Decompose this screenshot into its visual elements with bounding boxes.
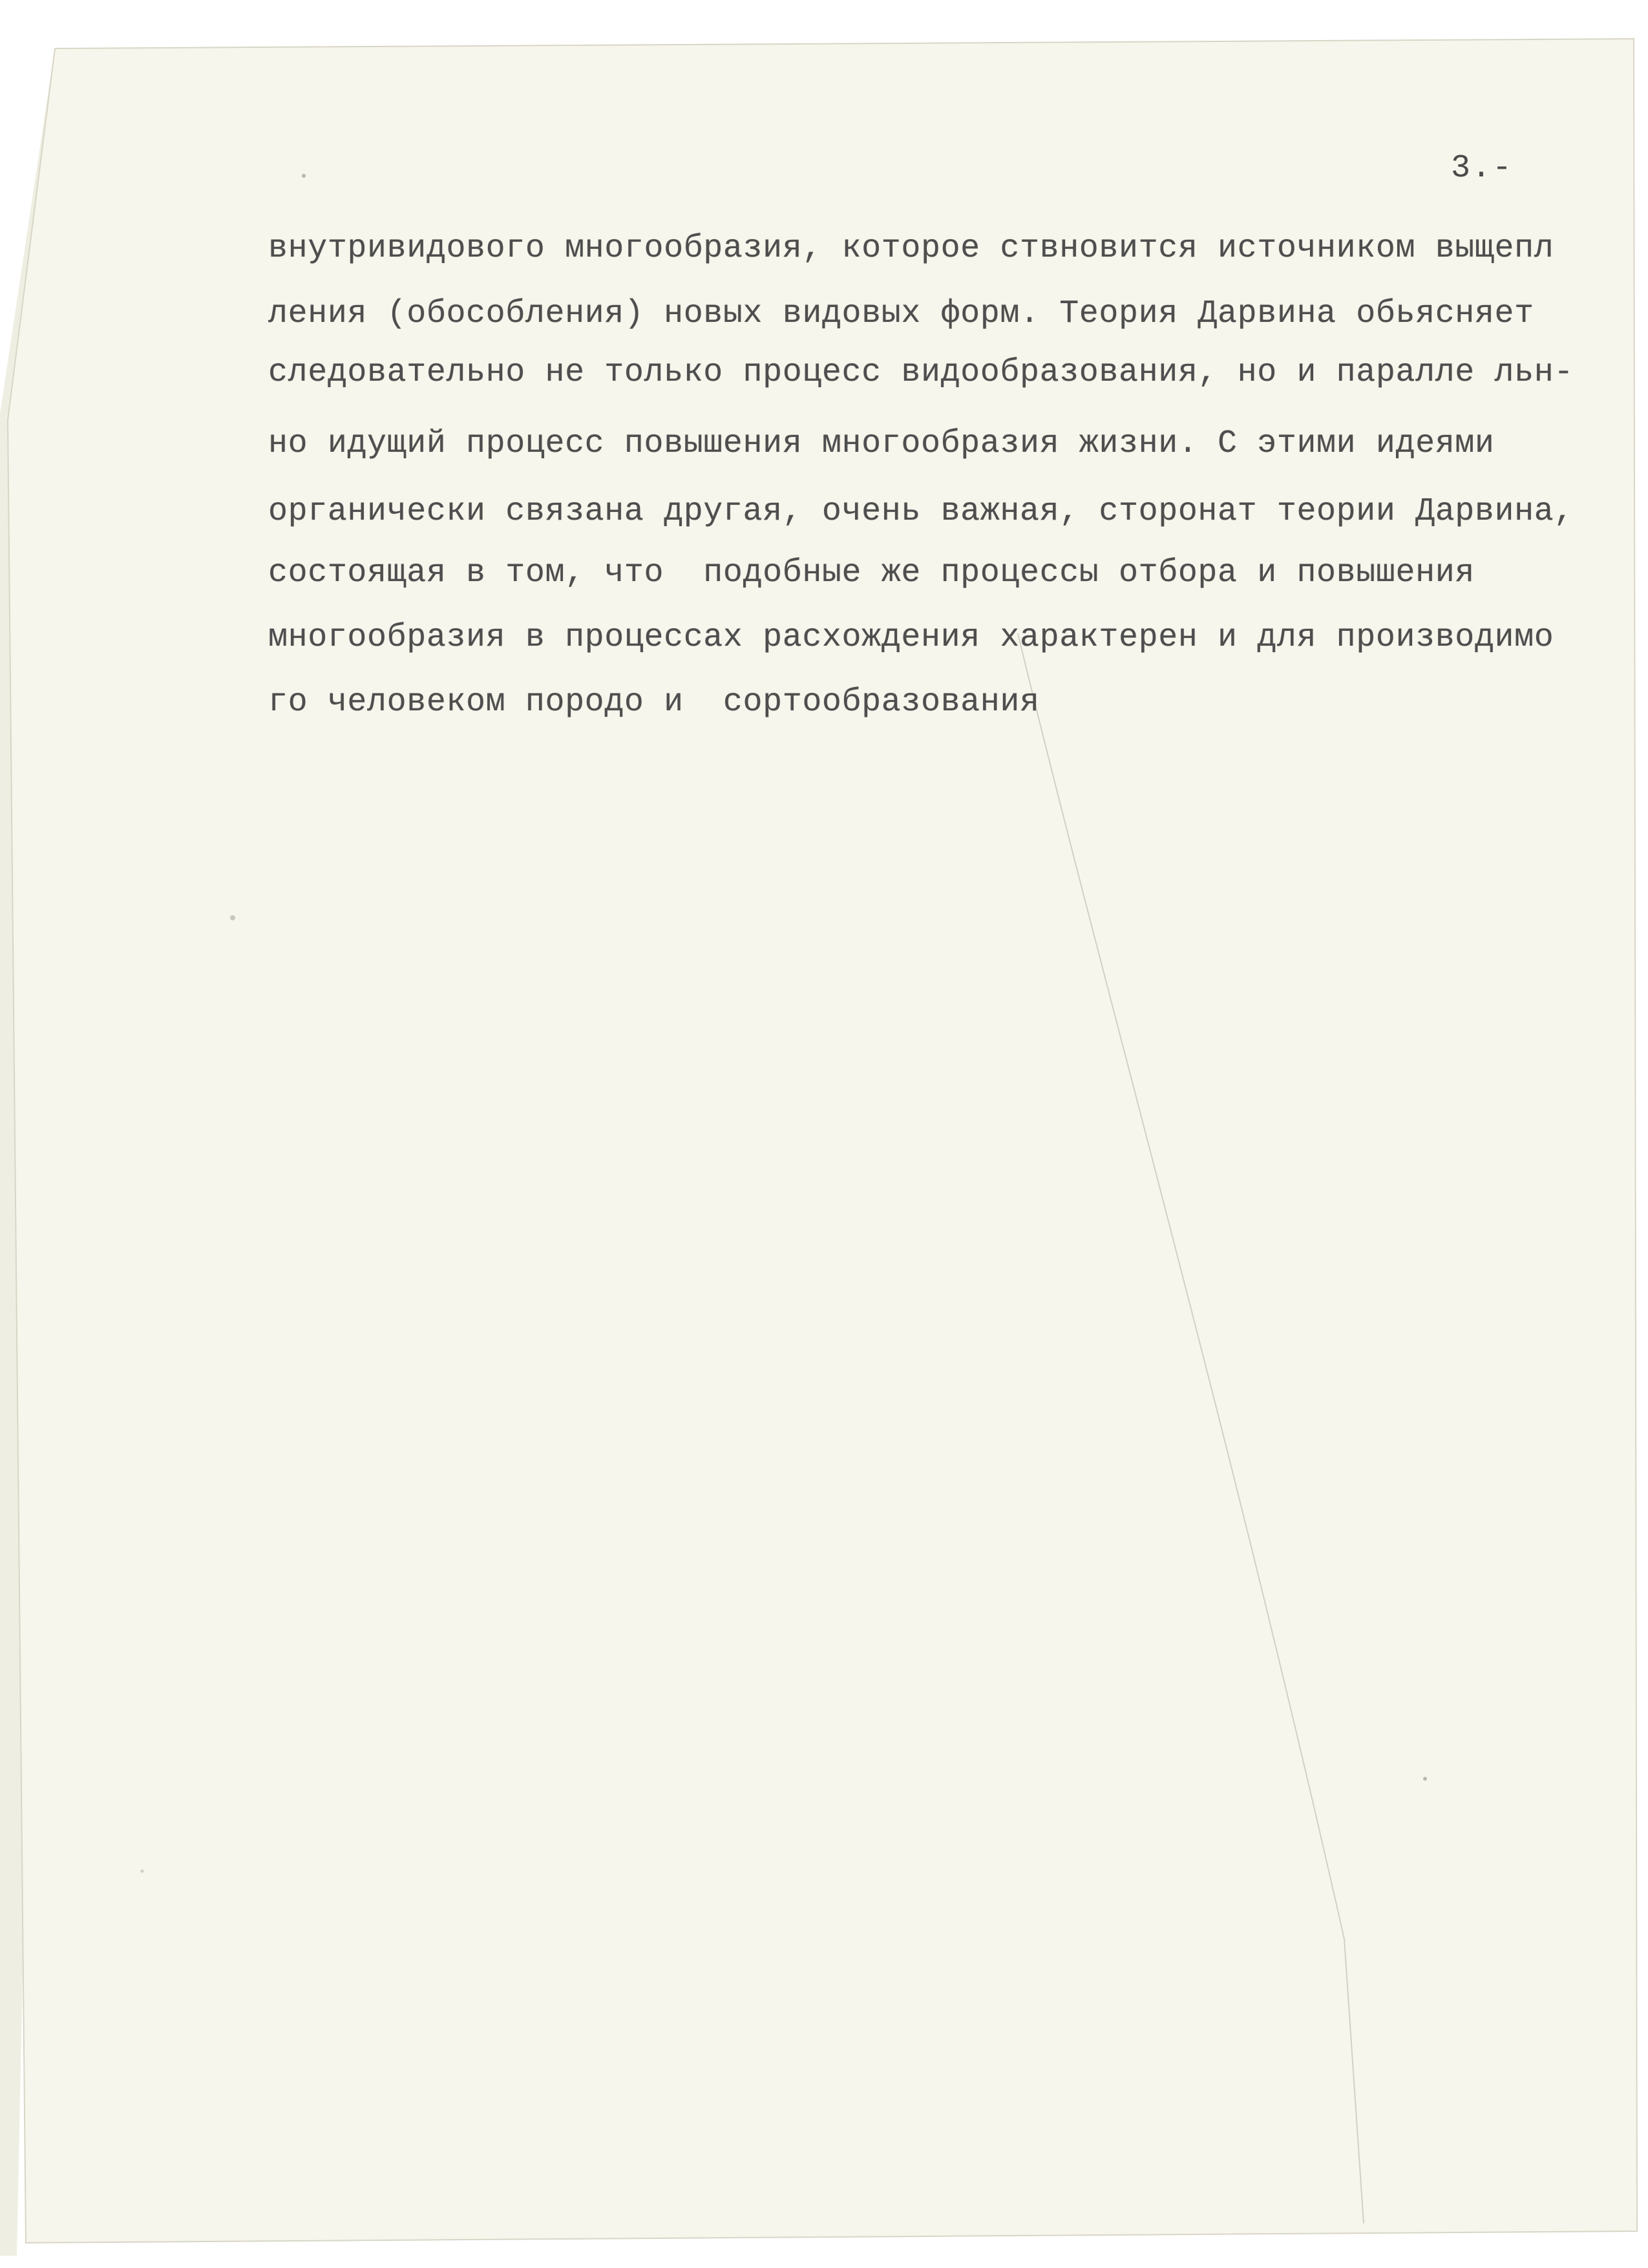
- text-line-2: ления (обособления) новых видовых форм. Теория Дарвина обьясняет: [268, 295, 1534, 332]
- text-line-4: но идущий процесс повышения многообразия жизни. С этими идеями: [268, 425, 1495, 462]
- text-line-5: органически связана другая, очень важная, сторонат теории Дарвина,: [268, 493, 1574, 530]
- text-line-3: следовательно не только процесс видообразования, но и паралле льн-: [268, 354, 1574, 391]
- text-line-7: многообразия в процессах расхождения характерен и для производимо: [268, 619, 1554, 656]
- text-line-1: внутривидового многообразия, которое ствновится источником выщепл: [268, 230, 1554, 267]
- text-line-6: состоящая в том, что подобные же процессы отбора и повышения: [268, 555, 1475, 591]
- text-line-8: го человеком породо и сортообразования: [268, 684, 1040, 721]
- page-number: 3.-: [1451, 150, 1514, 187]
